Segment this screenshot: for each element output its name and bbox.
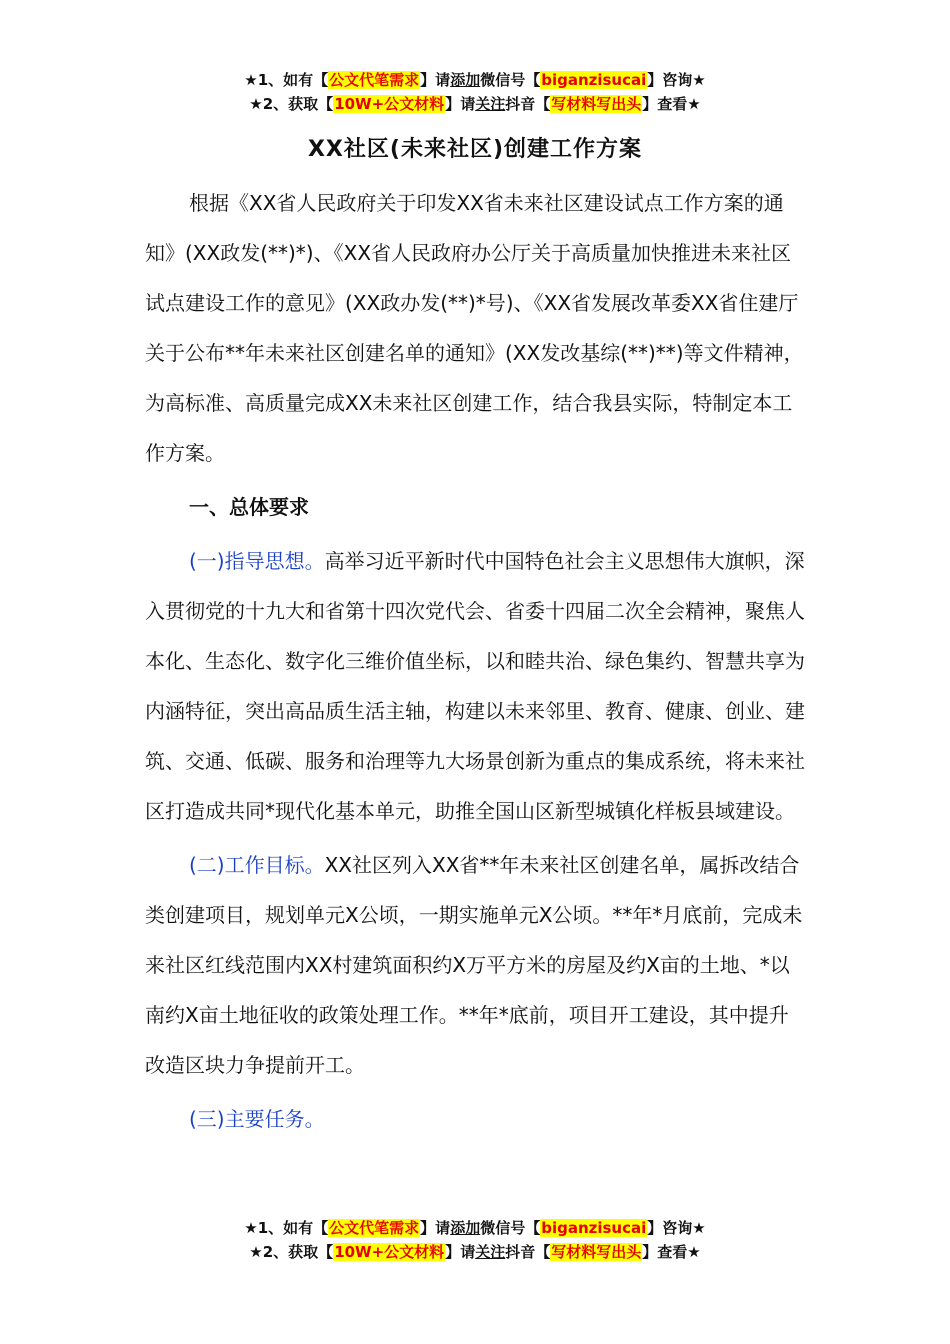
paragraph-main-tasks [145, 1094, 805, 1144]
promo-line-1: ★1、如有【公文代笔需求】请添加微信号【biganzisucai】咨询★ [244, 1219, 706, 1237]
promo-line-2: ★2、获取【10W+公文材料】请关注抖音【写材料写出头】查看★ [249, 1243, 701, 1261]
douyin-id: 写材料写出头 [551, 95, 642, 113]
wechat-id: biganzisucai [541, 1219, 647, 1237]
document-title: XX社区(未来社区)创建工作方案 [307, 137, 643, 162]
promo-highlight: 10W+公文材料 [334, 1243, 445, 1261]
paragraph-guiding-ideology: (一)指导思想。高举习近平新时代中国特色社会主义思想伟大旗帜，深入贯彻党的十九大和省第十四次党代会、省委十四届二次全会精神，聚焦人本化、生态化、数字化三维价值坐标，以和睦共治、绿色集约、智慧共享为内涵特征，突出高品质生活主轴，构建以未来邻里、教育、健康、创业、建筑、交通、低碳、服务和治理等九大场景创新为重点的集成系统，将未来社区打造成共同*现代化基本单元，助推全国山区新型城镇化样板县域建设。 [145, 549, 805, 823]
wechat-id: biganzisucai [541, 71, 647, 89]
promo-banner-top [0, 68, 950, 116]
paragraph-work-goals: (二)工作目标。XX社区列入XX省**年未来社区创建名单，属拆改结合类创建项目，规划单元X公顷，一期实施单元X公顷。**年*月底前，完成未来社区红线范围内XX村建筑面积约X万平方米的房屋及约X亩的土地、*以南约X亩土地征收的政策处理工作。**年*底前，项目开工建设，其中提升改造区块力争提前开工。 [145, 853, 803, 1077]
subheading: (二)工作目标。 [189, 853, 325, 877]
promo-banner-bottom [0, 1216, 950, 1264]
subheading: (三)主要任务。 [189, 1107, 325, 1131]
document-body [145, 178, 805, 1144]
subheading: (一)指导思想。 [189, 549, 325, 573]
promo-highlight: 公文代笔需求 [329, 1219, 420, 1237]
douyin-id: 写材料写出头 [551, 1243, 642, 1261]
intro-paragraph: 根据《XX省人民政府关于印发XX省未来社区建设试点工作方案的通知》(XX政发(**)*)、《XX省人民政府办公厅关于高质量加快推进未来社区试点建设工作的意见》(XX政办发(**)*号)、《XX省发展改革委XX省住建厅关于公布**年未来社区创建名单的通知》(XX发改基综(**)**)等文件精神，为高标准、高质量完成XX未来社区创建工作，结合我县实际，特制定本工作方案。 [145, 191, 804, 465]
promo-highlight: 10W+公文材料 [334, 95, 445, 113]
promo-line-2: ★2、获取【10W+公文材料】请关注抖音【写材料写出头】查看★ [249, 95, 701, 113]
promo-line-1: ★1、如有【公文代笔需求】请添加微信号【biganzisucai】咨询★ [244, 71, 706, 89]
section-heading: 一、总体要求 [189, 495, 309, 519]
promo-highlight: 公文代笔需求 [329, 71, 420, 89]
